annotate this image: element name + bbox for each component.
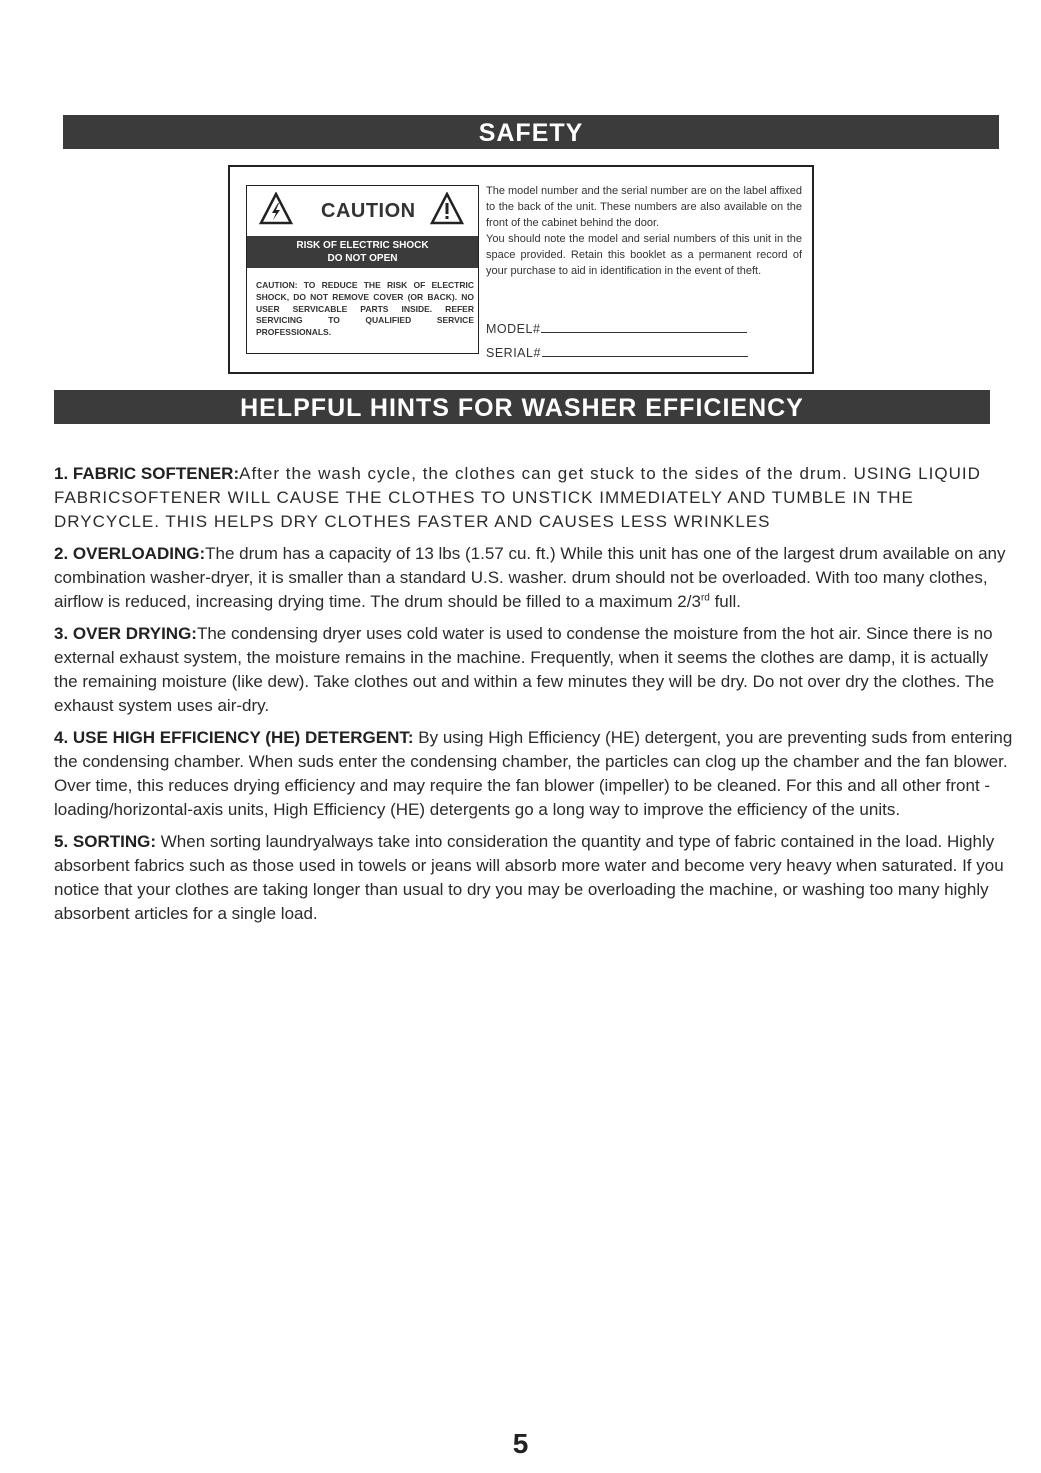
serial-field (486, 344, 748, 360)
hint-fabric-softener (54, 462, 1014, 534)
hint-sorting (54, 830, 1014, 926)
caution-header (247, 186, 478, 238)
hint-body: The condensing dryer uses cold water is used to condense the moisture from the hot air. Since there is no external exhaust system, the moisture remains in the machine. Frequently, when it seems the clothes are damp, it is actually the remaining moisture (like dew). Take clothes out and within a few minutes they will be dry. Do not over dry the clothes. The exhaust system uses air-dry. (54, 624, 995, 715)
shock-warning-line1: RISK OF ELECTRIC SHOCK (296, 240, 429, 251)
hint-superscript: rd (700, 592, 710, 604)
safety-info-box (228, 165, 814, 374)
info-paragraph-1: The model number and the serial number are on the label affixed to the back of the unit. These numbers are also available on the front of the cabinet behind the door. (486, 185, 802, 229)
electric-hazard-icon (259, 192, 293, 226)
model-serial-info (486, 183, 802, 279)
hint-over-drying (54, 622, 1014, 718)
caution-warning-text: CAUTION: TO REDUCE THE RISK OF ELECTRIC SHOCK, DO NOT REMOVE COVER (OR BACK). NO USER SERVICABLE PARTS INSIDE. REFER SERVICING TO QUALIFIED SERVICE PROFESSIONALS. (256, 280, 474, 338)
serial-blank-line (542, 344, 748, 357)
hint-overloading (54, 542, 1014, 614)
caution-title: CAUTION (321, 200, 416, 222)
hint-lead: 5. SORTING: (54, 832, 157, 851)
model-field (486, 320, 747, 336)
serial-label: SERIAL# (486, 346, 541, 360)
model-blank-line (541, 320, 747, 333)
safety-header: SAFETY (63, 115, 999, 149)
hint-body: When sorting laundryalways take into consideration the quantity and type of fabric contained in the load. Highly absorbent fabrics such as those used in towels or jeans will absorb more water and become very heavy when saturated. If you notice that your clothes are taking longer than usual to dry you may be overloading the machine, or washing too many highly absorbent articles for a single load. (54, 832, 1004, 923)
hint-lead: 2. OVERLOADING: (54, 544, 206, 563)
hint-body-tail: full. (709, 592, 742, 611)
hint-lead: 3. OVER DRYING: (54, 624, 197, 643)
hint-he-detergent (54, 726, 1014, 822)
model-label: MODEL# (486, 322, 541, 336)
hint-body: After the wash cycle, the clothes can get stuck to the sides of the drum. USING LIQUID FABRICSOFTENER WILL CAUSE THE CLOTHES TO UNSTICK IMMEDIATELY AND TUMBLE IN THE DRYCYCLE. THIS HELPS DRY CLOTHES FASTER AND CAUSES LESS WRINKLES (54, 464, 981, 531)
hints-header: HELPFUL HINTS FOR WASHER EFFICIENCY (54, 390, 990, 424)
page-number: 5 (512, 1428, 529, 1459)
caution-label (246, 185, 479, 354)
hint-body: By using High Efficiency (HE) detergent, you are preventing suds from entering the condensing chamber. When suds enter the condensing chamber, the particles can clog up the chamber and the fan blower. Over time, this reduces drying efficiency and may require the fan blower (impeller) to be cleaned. For this and all other front -loading/horizontal-axis units, High Efficiency (HE) detergents go a long way to improve the efficiency of the units. (54, 728, 1013, 819)
hint-lead: 4. USE HIGH EFFICIENCY (HE) DETERGENT: (54, 728, 414, 747)
hint-body: The drum has a capacity of 13 lbs (1.57 cu. ft.) While this unit has one of the largest drum available on any combination washer-dryer, it is smaller than a standard U.S. washer. drum should not be overloaded. With too many clothes, airflow is reduced, increasing drying time. The drum should be filled to a maximum 2/3 (54, 544, 1006, 611)
info-paragraph-2: You should note the model and serial numbers of this unit in the space provided. Retain this booklet as a permanent record of your purchase to aid in identification in the event of theft. (486, 233, 802, 277)
shock-warning-band (247, 236, 478, 268)
hint-lead: 1. FABRIC SOFTENER: (54, 464, 240, 483)
shock-warning-line2: DO NOT OPEN (327, 253, 398, 264)
exclamation-warning-icon (430, 192, 464, 226)
hints-list (54, 462, 1014, 934)
